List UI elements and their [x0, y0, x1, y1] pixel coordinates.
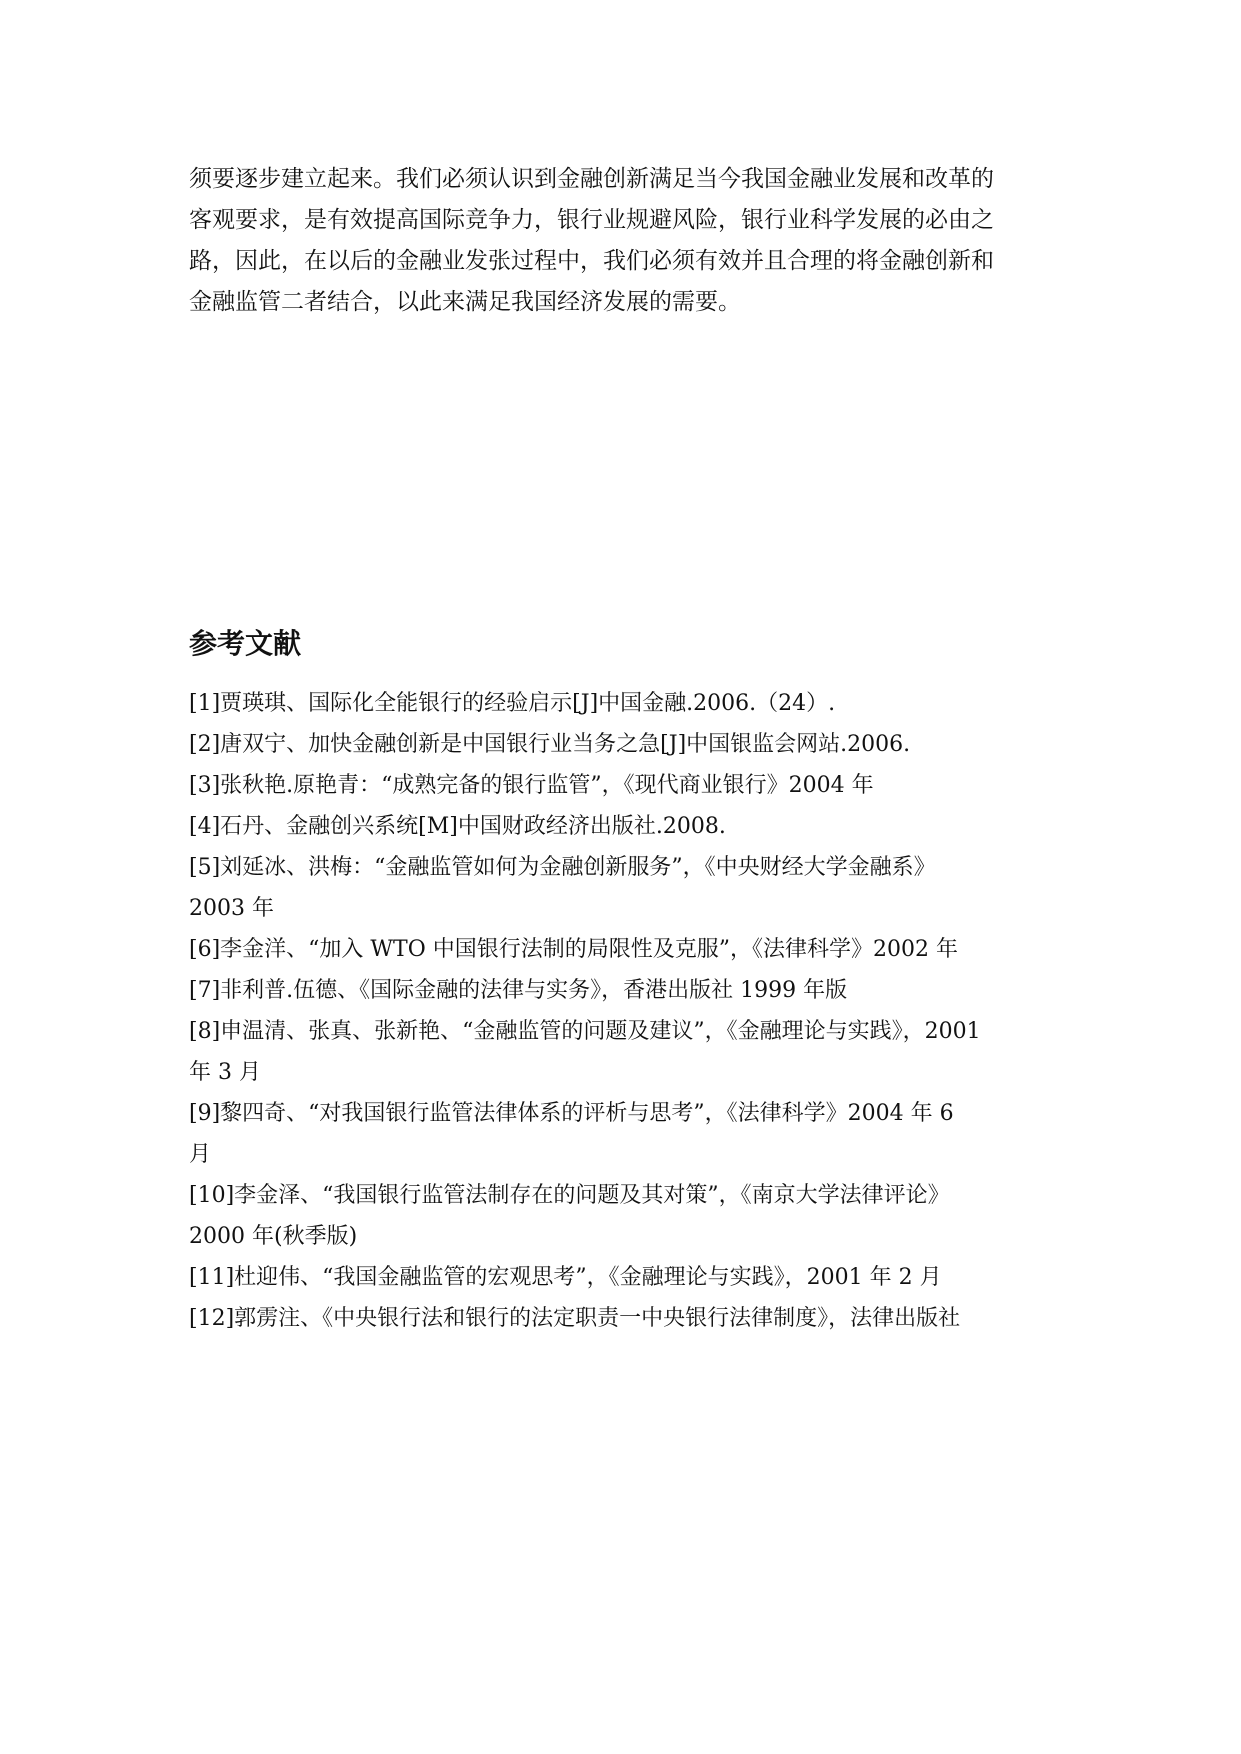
reference-item [189, 1011, 1057, 1093]
body-line: 客观要求，是有效提高国际竞争力，银行业规避风险，银行业科学发展的必由之 [189, 207, 994, 233]
reference-line: [6]李金洋、“加入 WTO 中国银行法制的局限性及克服”，《法律科学》2002 年 [189, 937, 958, 962]
body-line: 路，因此，在以后的金融业发张过程中，我们必须有效并且合理的将金融创新和 [189, 248, 994, 274]
reference-item [189, 765, 1057, 806]
reference-item [189, 1257, 1057, 1298]
reference-line: [2]唐双宁、加快金融创新是中国银行业当务之急[J]中国银监会网站.2006. [189, 732, 911, 757]
reference-line: [9]黎四奇、“对我国银行监管法律体系的评析与思考”，《法律科学》2004 年 6 [189, 1101, 954, 1126]
reference-item [189, 847, 1057, 929]
reference-line: [5]刘延冰、洪梅：“金融监管如何为金融创新服务”，《中央财经大学金融系》 [189, 855, 936, 880]
references-heading: 参考文献 [189, 627, 302, 660]
reference-item [189, 806, 1057, 847]
references-list [189, 683, 1057, 1339]
body-line: 须要逐步建立起来。我们必须认识到金融创新满足当今我国金融业发展和改革的 [189, 166, 994, 192]
reference-line: 2000 年(秋季版) [189, 1224, 358, 1249]
reference-line: [8]申温清、张真、张新艳、“金融监管的问题及建议”，《金融理论与实践》，2001 [189, 1019, 981, 1044]
reference-line: [1]贾瑛琪、国际化全能银行的经验启示[J]中国金融.2006.（24）. [189, 691, 836, 716]
reference-line: [12]郭雳注、《中央银行法和银行的法定职责一中央银行法律制度》，法律出版社 [189, 1306, 961, 1331]
body-paragraph [189, 159, 1057, 323]
reference-line: 月 [189, 1142, 212, 1167]
reference-item [189, 970, 1057, 1011]
reference-line: [11]杜迎伟、“我国金融监管的宏观思考”，《金融理论与实践》，2001 年 2 月 [189, 1265, 942, 1290]
reference-item [189, 1093, 1057, 1175]
reference-item [189, 1175, 1057, 1257]
reference-item [189, 724, 1057, 765]
reference-line: [4]石丹、金融创兴系统[M]中国财政经济出版社.2008. [189, 814, 726, 839]
reference-item [189, 929, 1057, 970]
reference-item [189, 683, 1057, 724]
reference-line: 年 3 月 [189, 1060, 261, 1085]
reference-line: [10]李金泽、“我国银行监管法制存在的问题及其对策”，《南京大学法律评论》 [189, 1183, 950, 1208]
body-line: 金融监管二者结合，以此来满足我国经济发展的需要。 [189, 289, 741, 315]
reference-line: 2003 年 [189, 896, 274, 921]
reference-line: [7]非利普.伍德、《国际金融的法律与实务》，香港出版社 1999 年版 [189, 978, 848, 1003]
reference-line: [3]张秋艳.原艳青：“成熟完备的银行监管”，《现代商业银行》2004 年 [189, 773, 874, 798]
reference-item [189, 1298, 1057, 1339]
